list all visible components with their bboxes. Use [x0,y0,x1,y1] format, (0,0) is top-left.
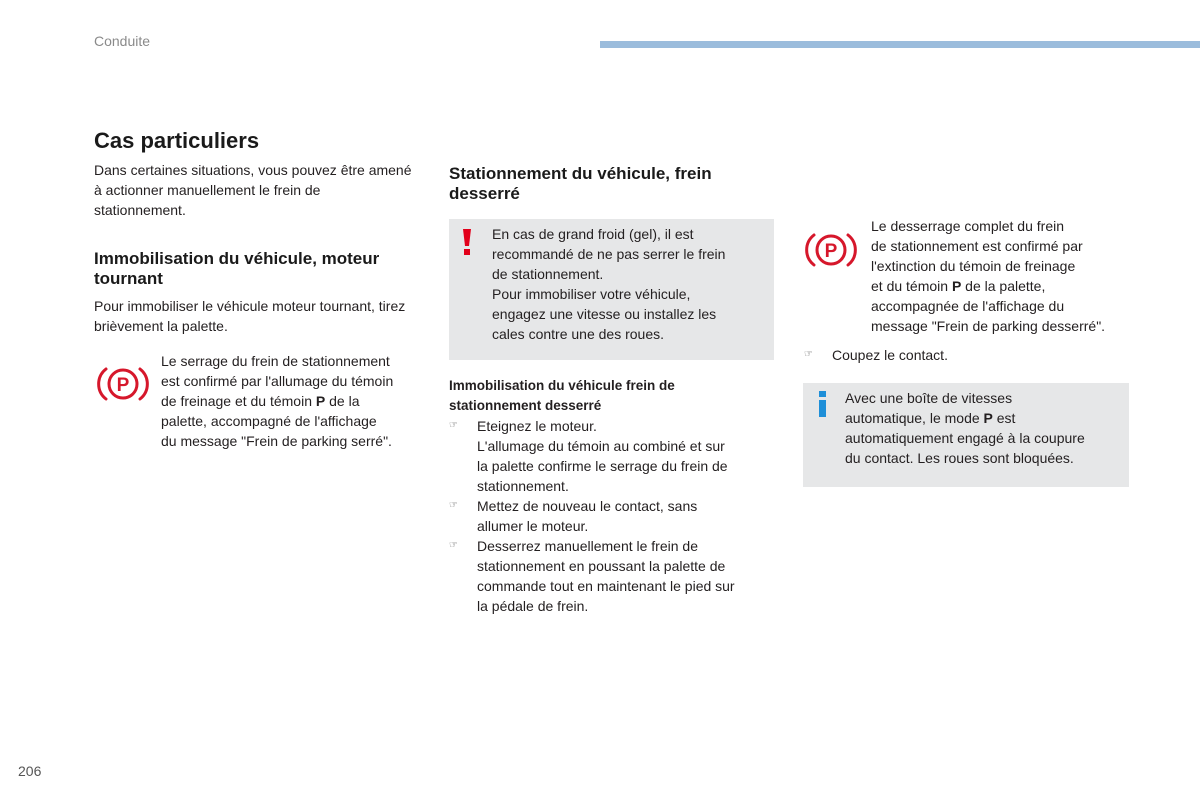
svg-text:P: P [824,241,838,262]
page-number: 206 [18,763,42,779]
info-text: Avec une boîte de vitesses automatique, le mode P est automatiquement engagé à la coupure du contact. Les roues sont bloquées. [845,390,1085,466]
section3-indicator-note: Le desserrage complet du frein de stationnement est confirmé par l'extinction du témoin de freinage et du témoin P de la palette, accompagnée de l'affichage du message "Frein de parking desserré". [871,218,1106,334]
list-item: ☞ Eteignez le moteur. L'allumage du témoin au combiné et sur la palette confirme le serrage du frein de stationnement. [449,418,728,494]
section2-subheading: Immobilisation du véhicule frein de stationnement desserré [449,378,675,413]
pointing-hand-icon: ☞ [804,349,813,360]
info-icon [817,391,829,417]
list-item: ☞ Desserrez manuellement le frein de stationnement en poussant la palette de commande tout en maintenant le pied sur la pédale de frein. [449,538,735,614]
warning-exclamation-icon [460,228,474,256]
section2-steps [449,416,774,616]
pointing-hand-icon: ☞ [449,540,458,551]
section1-heading: Immobilisation du véhicule, moteur tournant [94,249,380,288]
warning-text: En cas de grand froid (gel), il est recommandé de ne pas serrer le frein de stationnement. Pour immobiliser votre véhicule, engagez une vitesse ou installez les cales contre une des roues. [492,226,726,342]
page-title: Cas particuliers [94,128,260,153]
section-header: Conduite [94,33,151,49]
section1-indicator-note: Le serrage du frein de stationnement est confirmé par l'allumage du témoin de freinage et du témoin P de la palette, accompagné de l'affichage du message "Frein de parking serré". [161,353,394,449]
section2-heading: Stationnement du véhicule, frein desserré [449,164,712,203]
parking-brake-icon [96,364,150,404]
header-accent-bar [600,41,1200,48]
pointing-hand-icon: ☞ [449,500,458,511]
list-item: ☞ Mettez de nouveau le contact, sans allumer le moteur. [449,498,698,534]
warning-box [449,219,774,360]
pointing-hand-icon: ☞ [449,420,458,431]
section3-step: ☞ Coupez le contact. [804,347,948,363]
svg-text:P: P [116,375,130,396]
section1-text: Pour immobiliser le véhicule moteur tournant, tirez brièvement la palette. [94,298,406,334]
info-box [803,383,1129,487]
intro-text: Dans certaines situations, vous pouvez être amené à actionner manuellement le frein de stationnement. [94,162,412,218]
parking-brake-icon [804,230,858,270]
